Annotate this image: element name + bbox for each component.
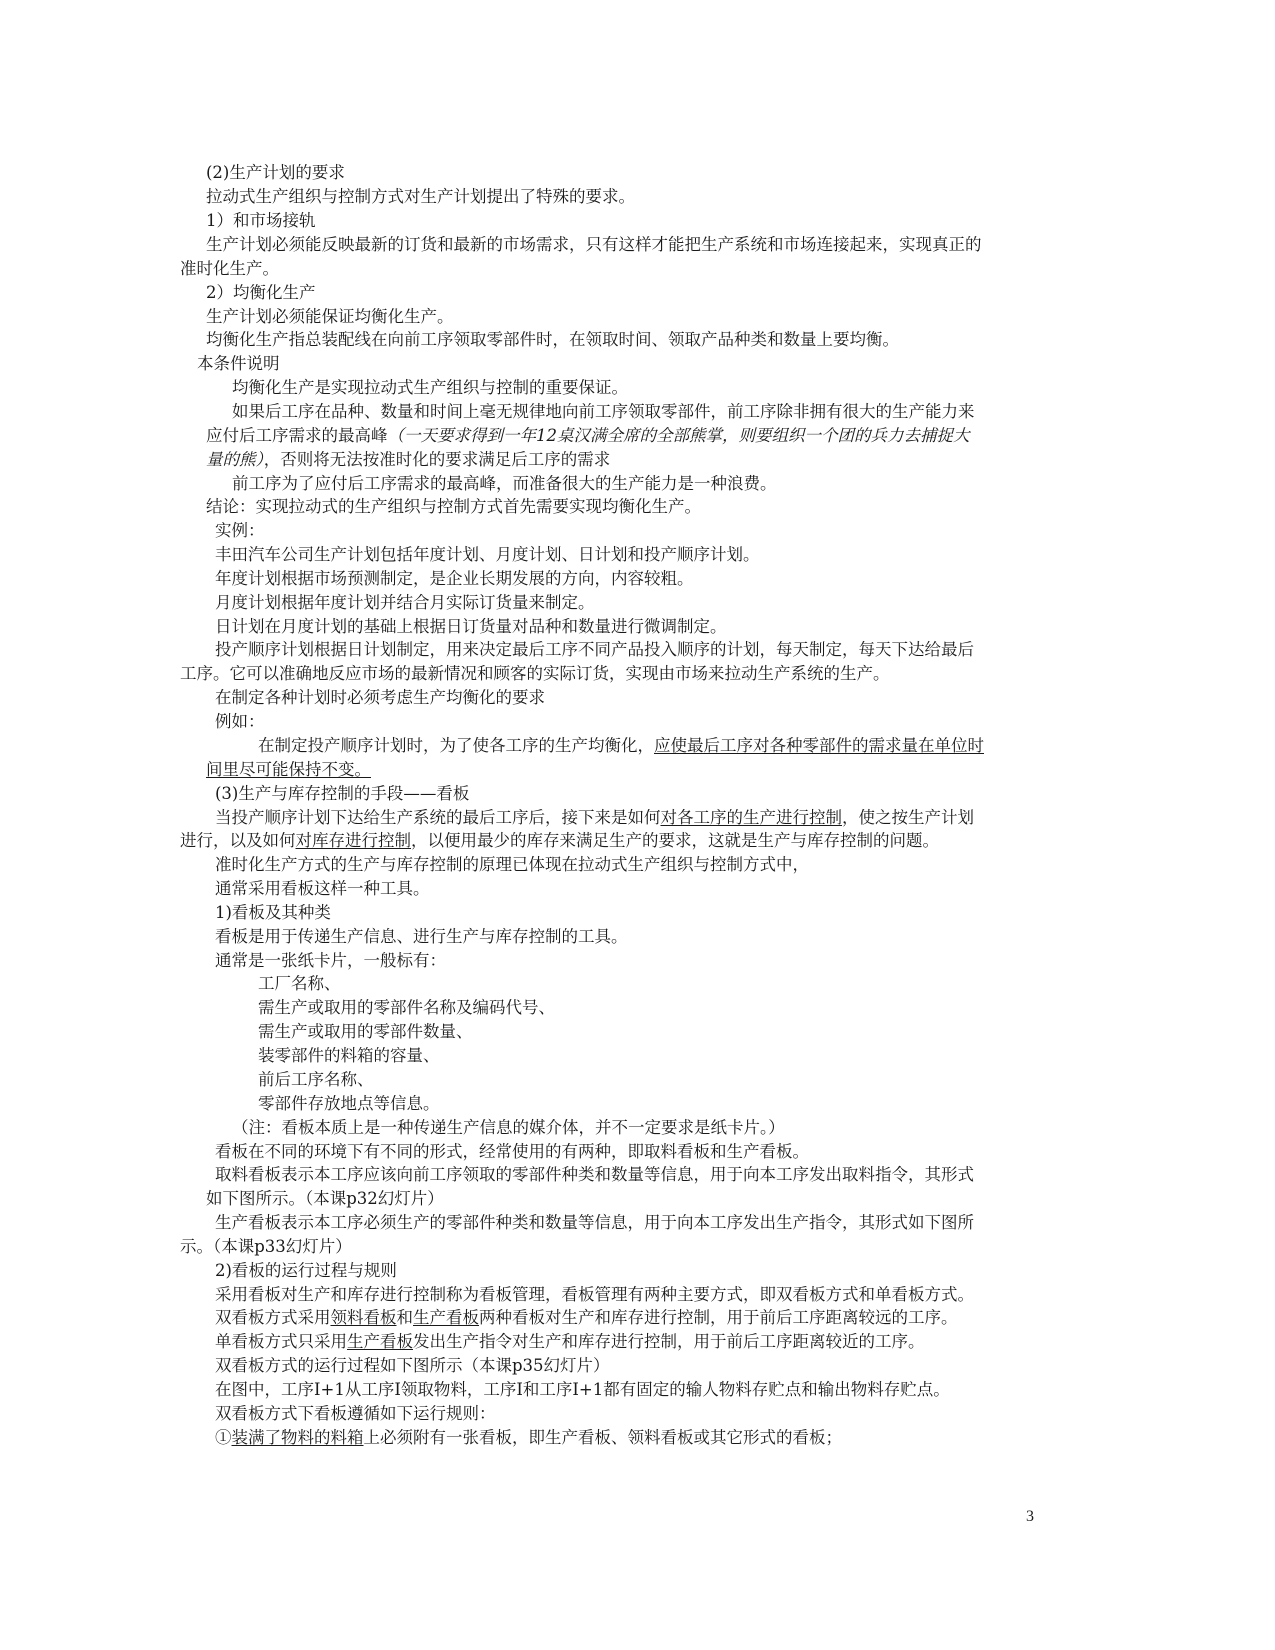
text-span: 需生产或取用的零部件名称及编码代号、 [258,998,555,1017]
text-span: 准时化生产。 [180,259,279,278]
text-line [258,1020,473,1044]
text-span: 工厂名称、 [258,974,341,993]
text-line [206,233,982,257]
text-line [180,1235,352,1259]
text-span: 均衡化生产指总装配线在向前工序领取零部件时，在领取时间、领取产品种类和数量上要均衡。 [206,330,899,349]
text-span: 前工序为了应付后工序需求的最高峰，而准备很大的生产能力是一种浪费。 [232,474,777,493]
text-span: 双看板方式下看板遵循如下运行规则： [215,1404,496,1423]
text-span: 丰田汽车公司生产计划包括年度计划、月度计划、日计划和投产顺序计划。 [215,545,760,564]
text-line [180,829,939,853]
text-span: 日计划在月度计划的基础上根据日订货量对品种和数量进行微调制定。 [215,617,727,636]
underlined-text: 装满了物料的料箱 [231,1428,364,1447]
page-number: 3 [1026,1508,1034,1525]
text-line [215,638,974,662]
text-line [215,567,694,591]
text-span: 双看板方式采用 [215,1308,331,1327]
text-span: 看板在不同的环境下有不同的形式，经常使用的有两种，即取料看板和生产看板。 [215,1142,809,1161]
text-span: 生产计划必须能保证均衡化生产。 [206,307,454,326]
text-span: 实例： [215,521,265,540]
text-line [258,734,984,758]
text-line [258,1044,440,1068]
text-span: 均衡化生产是实现拉动式生产组织与控制的重要保证。 [232,378,628,397]
text-line [232,1116,785,1140]
text-line [206,495,701,519]
underlined-text: 领料看板 [330,1308,397,1327]
text-span: 准时化生产方式的生产与库存控制的原理已体现在拉动式生产组织与控制方式中， [215,855,809,874]
text-span: 结论：实现拉动式的生产组织与控制方式首先需要实现均衡化生产。 [206,497,701,516]
text-span: 2）均衡化生产 [206,283,316,302]
underlined-text: 生产看板 [347,1332,413,1351]
text-span: 需生产或取用的零部件数量、 [258,1022,473,1041]
text-line [215,1426,842,1450]
text-line [258,1092,440,1116]
text-span: 当投产顺序计划下达给生产系统的最后工序后，接下来是如何 [215,808,661,827]
underlined-text: 对各工序的生产进行控制 [660,808,842,827]
text-line [258,1068,374,1092]
text-line [215,1163,974,1187]
text-span: 本条件说明 [197,354,280,373]
text-span: 在制定各种计划时必须考虑生产均衡化的要求 [215,688,545,707]
text-span: (2)生产计划的要求 [206,163,345,182]
text-line [215,1330,925,1354]
text-line [206,281,316,305]
text-line [215,853,809,877]
text-line [180,662,890,686]
text-span: 发出生产指令对生产和库存进行控制，用于前后工序距离较近的工序。 [413,1332,925,1351]
underlined-text: 应使最后工序对各种零部件的需求量在单位时 [654,736,984,755]
text-span: ① [215,1428,232,1447]
text-span: 进行，以及如何 [180,831,296,850]
text-span: 和 [396,1308,413,1327]
text-line [258,996,555,1020]
text-span: 零部件存放地点等信息。 [258,1094,440,1113]
text-span: 上必须附有一张看板，即生产看板、领料看板或其它形式的看板； [363,1428,842,1447]
text-line [215,806,974,830]
text-line [206,161,345,185]
text-line [232,472,777,496]
text-span: 1）和市场接轨 [206,211,316,230]
text-span: 看板是用于传递生产信息、进行生产与库存控制的工具。 [215,927,628,946]
text-span: 通常是一张纸卡片，一般标有： [215,951,446,970]
text-line [232,400,975,424]
text-span: 投产顺序计划根据日计划制定，用来决定最后工序不同产品投入顺序的计划，每天制定，每天下达给最后 [215,640,974,659]
text-span: 如下图所示。（本课p32幻灯片） [206,1189,444,1208]
text-span: ，否则将无法按准时化的要求满足后工序的需求 [263,450,611,469]
text-span: 前后工序名称、 [258,1070,374,1089]
text-span: 采用看板对生产和库存进行控制称为看板管理，看板管理有两种主要方式，即双看板方式和单看板方式。 [215,1285,974,1304]
text-span: 应付后工序需求的最高峰 [206,426,388,445]
text-line [215,710,265,734]
text-line [215,1354,610,1378]
text-line [215,543,760,567]
text-line [215,686,545,710]
text-span: 1)看板及其种类 [215,903,331,922]
text-line [232,376,628,400]
text-span: 生产看板表示本工序必须生产的零部件种类和数量等信息，用于向本工序发出生产指令，其形式如下图所 [215,1213,974,1232]
text-span: 示。（本课p33幻灯片） [180,1237,352,1256]
text-span: 两种看板对生产和库存进行控制，用于前后工序距离较远的工序。 [479,1308,958,1327]
italic-text: （一天要求得到一年12桌汉满全席的全部熊掌，则要组织一个团的兵力去捕捉大 [387,426,970,445]
text-line [206,424,970,448]
text-span: （注：看板本质上是一种传递生产信息的媒介体，并不一定要求是纸卡片。） [232,1118,785,1137]
text-span: (3)生产与库存控制的手段——看板 [215,784,470,803]
text-line [215,1259,397,1283]
underlined-text: 间里尽可能保持不变。 [206,760,371,779]
text-line [215,949,446,973]
text-span: 在图中，工序I+1从工序I领取物料，工序I和工序I+1都有固定的输人物料存贮点和输出物料存贮点。 [215,1380,950,1399]
text-span: 双看板方式的运行过程如下图所示（本课p35幻灯片） [215,1356,610,1375]
text-line [206,185,635,209]
text-span: 单看板方式只采用 [215,1332,347,1351]
underlined-text: 生产看板 [413,1308,479,1327]
text-line [206,758,371,782]
text-line [215,1211,974,1235]
text-line [215,1306,958,1330]
text-line [215,782,469,806]
text-line [215,877,430,901]
text-line [206,1187,444,1211]
text-span: 2)看板的运行过程与规则 [215,1261,397,1280]
text-line [215,1140,809,1164]
text-line [215,1283,974,1307]
text-line [215,901,331,925]
text-line [215,925,628,949]
italic-text: 量的熊） [206,450,264,469]
text-line [215,615,727,639]
text-line [206,328,899,352]
text-span: 通常采用看板这样一种工具。 [215,879,430,898]
text-line [215,591,595,615]
text-span: 在制定投产顺序计划时，为了使各工序的生产均衡化， [258,736,654,755]
text-line [180,257,279,281]
text-line [215,1378,950,1402]
text-span: ，使之按生产计划 [842,808,974,827]
text-span: 例如： [215,712,265,731]
text-span: 月度计划根据年度计划并结合月实际订货量来制定。 [215,593,595,612]
text-line [206,448,610,472]
text-line [197,352,280,376]
text-span: 装零部件的料箱的容量、 [258,1046,440,1065]
text-span: 生产计划必须能反映最新的订货和最新的市场需求，只有这样才能把生产系统和市场连接起来，实现真正的 [206,235,982,254]
text-line [258,972,341,996]
text-span: 取料看板表示本工序应该向前工序领取的零部件种类和数量等信息，用于向本工序发出取料指令，其形式 [215,1165,974,1184]
text-span: 工序。它可以准确地反应市场的最新情况和顾客的实际订货，实现由市场来拉动生产系统的生产。 [180,664,890,683]
text-line [206,209,316,233]
underlined-text: 对库存进行控制 [295,831,411,850]
text-span: 如果后工序在品种、数量和时间上毫无规律地向前工序领取零部件，前工序除非拥有很大的生产能力来 [232,402,975,421]
text-span: ，以便用最少的库存来满足生产的要求，这就是生产与库存控制的问题。 [411,831,939,850]
text-line [206,305,454,329]
text-line [215,519,265,543]
text-span: 年度计划根据市场预测制定，是企业长期发展的方向，内容较粗。 [215,569,694,588]
text-line [215,1402,496,1426]
text-span: 拉动式生产组织与控制方式对生产计划提出了特殊的要求。 [206,187,635,206]
